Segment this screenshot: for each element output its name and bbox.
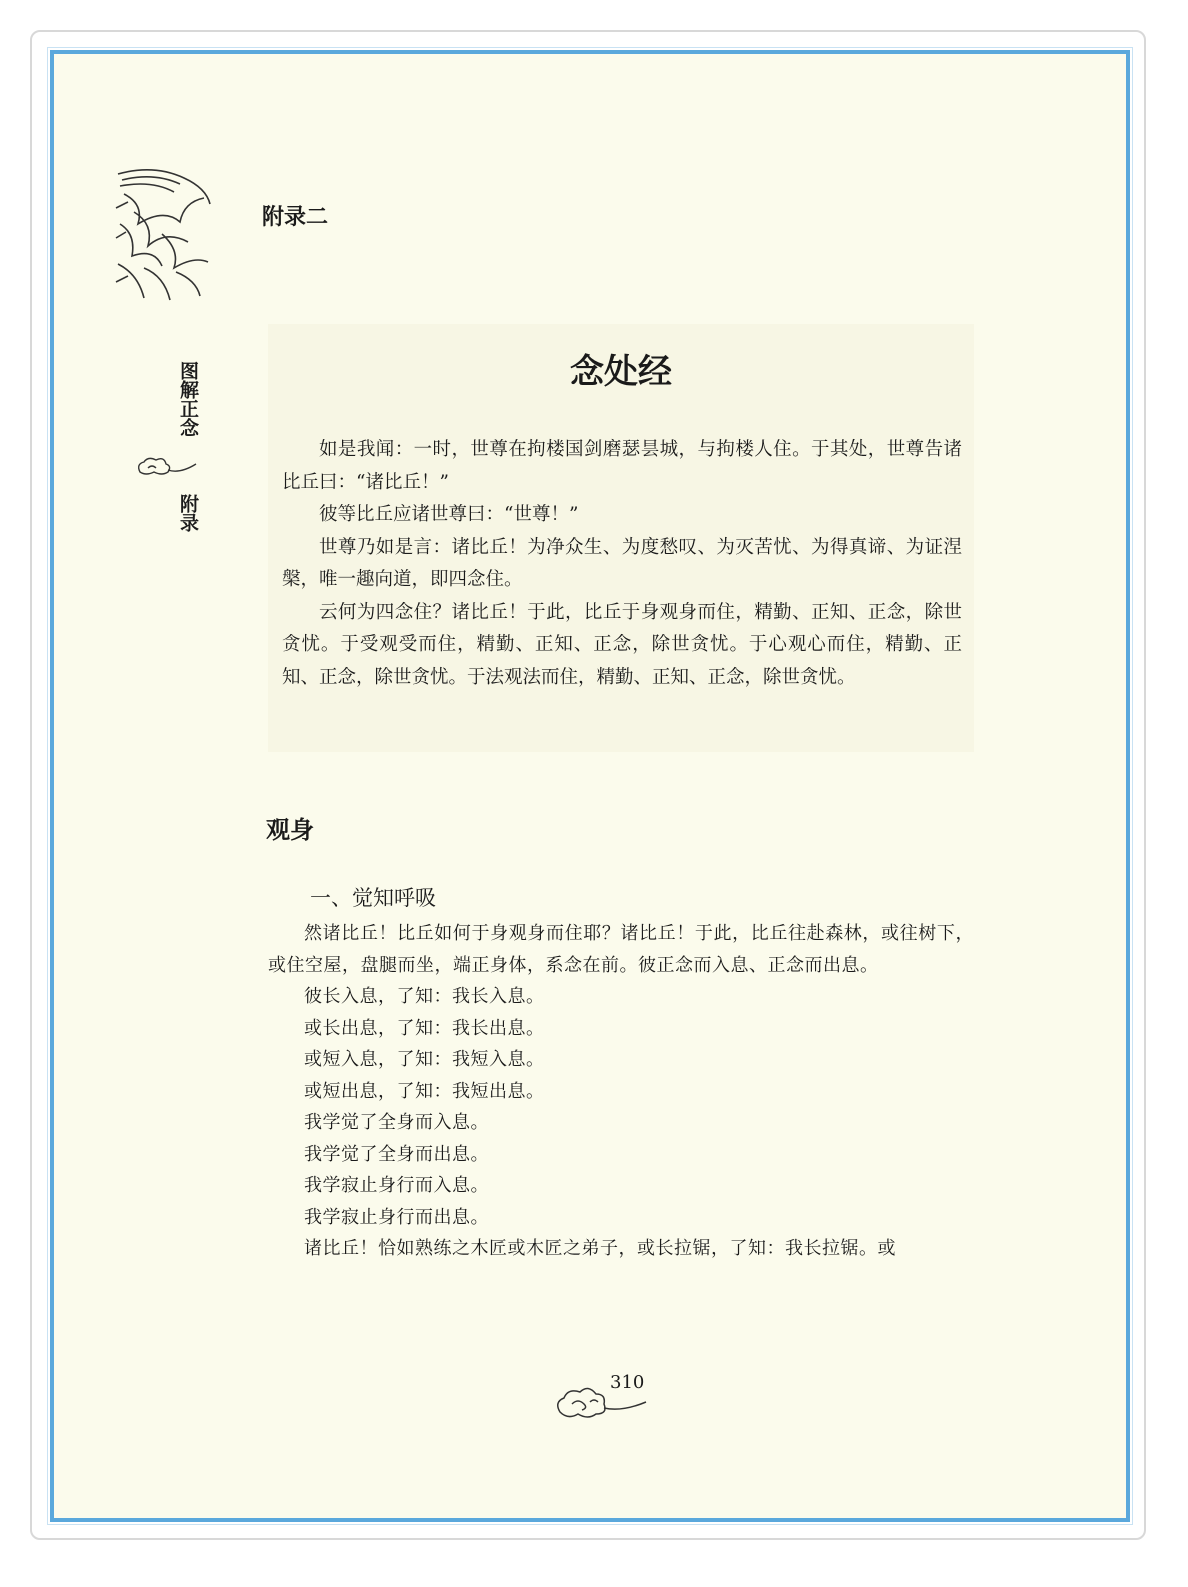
body-paragraph: 我学觉了全身而入息。	[304, 1112, 489, 1133]
body-paragraph: 我学寂止身行而出息。	[304, 1206, 489, 1228]
body-paragraph: 我学觉了全身而出息。	[304, 1143, 489, 1165]
book-page	[50, 50, 1130, 1522]
body-paragraph: 或短入息，了知：我短入息。	[304, 1049, 545, 1070]
body-paragraph: 或短出息，了知：我短出息。	[304, 1080, 545, 1102]
side-section-label: 附录	[177, 494, 199, 532]
page-number: 310	[610, 1372, 645, 1393]
body-paragraph: 然诸比丘！比丘如何于身观身而住耶？诸比丘！于此，比丘往赴森林，或往树下，或住空屋，盘腿而坐，端正身体，系念在前。彼正念而入息、正念而出息。	[268, 923, 974, 976]
sutra-paragraph: 如是我闻：一时，世尊在拘楼国剑磨瑟昙城，与拘楼人住。于其处，世尊告诸比丘曰：“诸比丘！”	[282, 439, 962, 493]
body-paragraph: 或长出息，了知：我长出息。	[304, 1017, 545, 1039]
sutra-body	[282, 434, 962, 694]
sutra-paragraph: 彼等比丘应诸世尊曰：“世尊！”	[319, 504, 579, 525]
section-body	[268, 918, 974, 1265]
body-paragraph: 我学寂止身行而入息。	[304, 1175, 489, 1196]
appendix-label: 附录二	[262, 205, 329, 230]
sutra-paragraph: 世尊乃如是言：诸比丘！为净众生、为度愁叹、为灭苦忧、为得真谛、为证涅槃，唯一趣向道，即四念住。	[282, 536, 962, 590]
sutra-intro-box	[268, 324, 974, 752]
lotus-ornament-icon	[114, 164, 214, 304]
sutra-title: 念处经	[570, 352, 672, 392]
page-footer	[554, 1372, 654, 1422]
cloud-ornament-icon	[134, 454, 200, 480]
side-book-title: 图解正念	[177, 361, 199, 437]
subsection-title: 一、觉知呼吸	[310, 886, 436, 910]
section-title: 观身	[266, 816, 314, 844]
body-paragraph: 彼长入息，了知：我长入息。	[304, 986, 545, 1007]
sutra-paragraph: 云何为四念住？诸比丘！于此，比丘于身观身而住，精勤、正知、正念，除世贪忧。于受观受而住，精勤、正知、正念，除世贪忧。于心观心而住，精勤、正知、正念，除世贪忧。于法观法而住，精勤、正知、正念，除世贪忧。	[282, 601, 962, 688]
body-paragraph: 诸比丘！恰如熟练之木匠或木匠之弟子，或长拉锯，了知：我长拉锯。或	[304, 1238, 896, 1259]
